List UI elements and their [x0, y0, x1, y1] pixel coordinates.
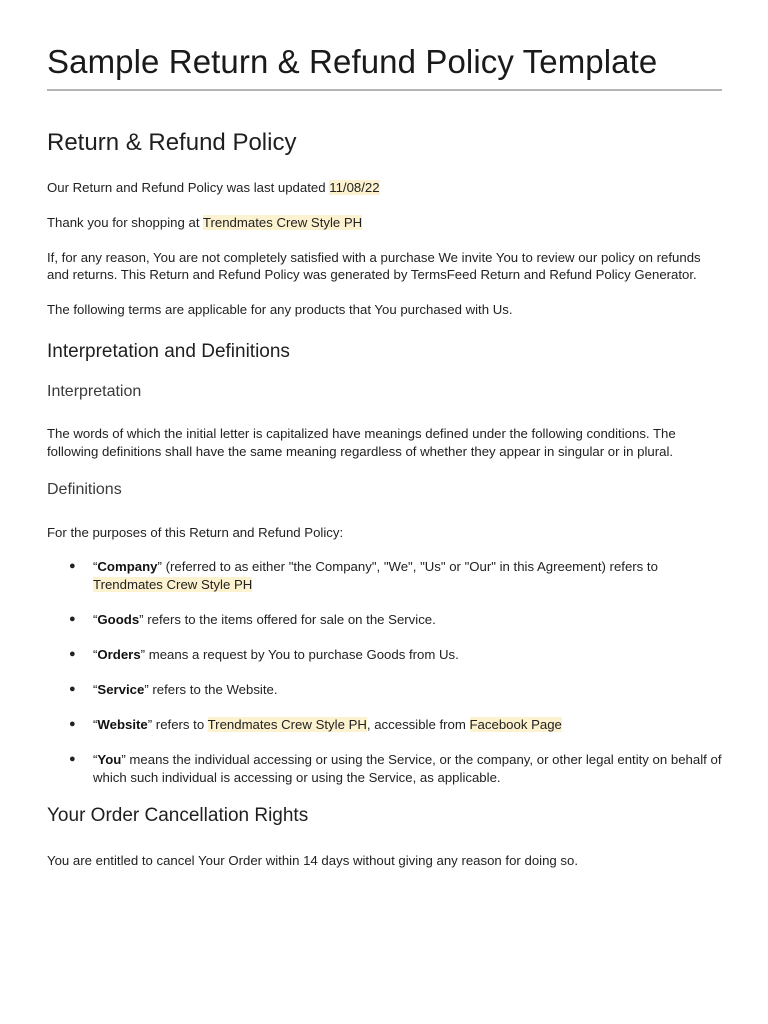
definition-term: Website — [97, 717, 148, 733]
interpretation-heading: Interpretation — [47, 382, 142, 400]
definition-term: Company — [97, 559, 158, 575]
definition-text: (referred to as either "the Company", "We", "Us" or "Our" in this Agreement) refers to — [161, 559, 658, 575]
definitions-heading: Definitions — [47, 480, 122, 498]
definition-item-service — [47, 681, 722, 699]
definitions-intro: For the purposes of this Return and Refund Policy: — [47, 524, 344, 540]
company-name-highlight: Trendmates Crew Style PH — [93, 577, 253, 593]
close-quote: ” — [121, 752, 126, 768]
reason-paragraph: If, for any reason, You are not completely satisfied with a purchase We invite You to review our policy on refunds and returns. This Return and Refund Policy was generated by TermsFeed Return and Refund Policy Generator. — [47, 249, 701, 283]
definition-term: Orders — [97, 647, 141, 663]
close-quote: ” — [144, 682, 149, 698]
definitions-list — [47, 558, 722, 786]
definition-term: Service — [97, 682, 145, 698]
last-updated-paragraph — [47, 179, 722, 197]
bullet-icon: ● — [69, 753, 76, 766]
definition-text: refers to the Website. — [148, 682, 278, 698]
close-quote: ” — [157, 559, 162, 575]
definition-item-orders — [47, 646, 722, 664]
company-name-highlight: Trendmates Crew Style PH — [207, 717, 367, 733]
thanks-paragraph — [47, 214, 722, 232]
bullet-icon: ● — [69, 718, 76, 731]
open-quote: “ — [93, 612, 98, 628]
document-title: Sample Return & Refund Policy Template — [47, 43, 658, 80]
definition-item-you — [47, 751, 722, 787]
facebook-page-highlight: Facebook Page — [469, 717, 562, 733]
close-quote: ” — [147, 717, 153, 733]
definition-text: means a request by You to purchase Goods from Us. — [145, 647, 459, 663]
definition-item-company — [47, 558, 722, 594]
open-quote: “ — [93, 682, 98, 698]
bullet-icon: ● — [69, 683, 76, 696]
definition-text-after: , accessible from — [366, 717, 470, 733]
definition-term: Goods — [97, 612, 140, 628]
policy-heading: Return & Refund Policy — [47, 129, 297, 156]
definition-item-website — [47, 716, 722, 734]
applicable-terms-paragraph: The following terms are applicable for any products that You purchased with Us. — [47, 302, 513, 318]
open-quote: “ — [93, 752, 98, 768]
title-divider — [47, 89, 722, 91]
open-quote: “ — [93, 559, 98, 575]
cancellation-rights-heading: Your Order Cancellation Rights — [47, 804, 309, 826]
last-updated-date: 11/08/22 — [329, 180, 380, 195]
definition-text: refers to the items offered for sale on the Service. — [143, 612, 436, 628]
bullet-icon: ● — [69, 648, 76, 661]
bullet-icon: ● — [69, 560, 76, 573]
definition-item-goods — [47, 611, 722, 629]
bullet-icon: ● — [69, 613, 76, 626]
close-quote: ” — [140, 647, 146, 663]
definition-term: You — [97, 752, 122, 768]
definition-text: refers to — [152, 717, 208, 733]
cancellation-paragraph: You are entitled to cancel Your Order within 14 days without giving any reason for doing so. — [47, 852, 579, 868]
thanks-text: Thank you for shopping at — [47, 214, 203, 230]
open-quote: “ — [93, 717, 98, 733]
interpretation-definitions-heading: Interpretation and Definitions — [47, 340, 290, 362]
last-updated-text: Our Return and Refund Policy was last updated — [47, 180, 330, 195]
close-quote: ” — [139, 612, 144, 628]
interpretation-paragraph: The words of which the initial letter is capitalized have meanings defined under the following conditions. The following definitions shall have the same meaning regardless of whether they appear in singular or in plural. — [47, 425, 676, 459]
definition-text: means the individual accessing or using the Service, or the company, or other legal entity on behalf of which such individual is accessing or using the Service, as applicable. — [93, 752, 722, 785]
company-name-highlight: Trendmates Crew Style PH — [202, 214, 363, 230]
open-quote: “ — [93, 647, 98, 663]
